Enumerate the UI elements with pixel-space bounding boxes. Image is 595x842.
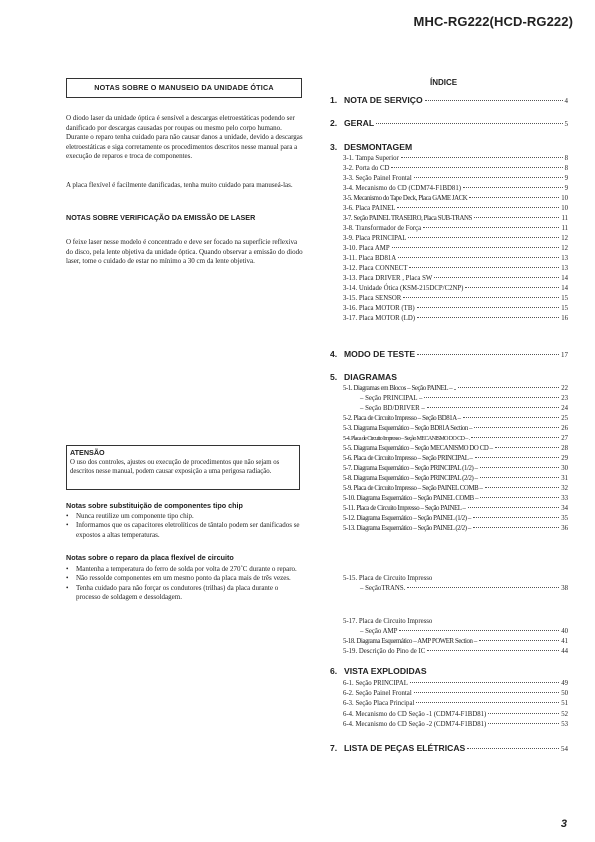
page-number: 11 [561,225,568,232]
toc-entry[interactable] [343,314,568,323]
toc-section[interactable] [330,95,568,105]
page-number: 32 [561,485,568,492]
page-number: 11 [561,215,568,222]
toc-entry[interactable] [343,234,568,243]
toc-entry[interactable] [360,584,568,593]
toc-entry[interactable] [343,464,568,473]
page-number: 53 [561,721,568,728]
optical-handling-paragraph: O diodo laser da unidade óptica é sensível a descargas eletroestáticas podendo ser danificado por descargas causadas por roupas ou mesmo pelo corpo humano. Durante o reparo tenha cuidado para não causar danos a unidade, devido a descargas eletroestáticas e siga corretamente os procedimentos descritos nesse manual para a execução de reparos e troca de componentes. [66,114,303,161]
page-number: 22 [561,385,568,392]
entry-label: – SeçãoTRANS. [360,585,406,592]
entry-label: – Seção BD/DRIVER – [360,405,425,412]
page-number: 16 [561,315,568,322]
laser-emission-heading: NOTAS SOBRE VERIFICAÇÃO DA EMISSÃO DE LASER [66,213,256,222]
list-item: • Não ressolde componentes em um mesmo ponto da placa mais de três vezes. [66,574,304,583]
entry-label: 5-10. Diagrama Esquemático – Seção PAINEL COMB – [343,495,479,502]
page-number: 9 [564,175,568,182]
toc-entry[interactable] [343,264,568,273]
entry-label: 5-9. Placa de Circuito Impresso – Seção PAINEL COMB – [343,485,483,492]
entry-label: 6-1. Seção PRINCIPAL [343,680,408,687]
page-number: 12 [561,235,568,242]
toc-entry[interactable] [343,689,568,698]
toc-entry[interactable] [343,720,568,729]
toc-entry[interactable] [343,424,568,433]
toc-entry[interactable] [343,514,568,523]
page-number: 13 [561,265,568,272]
page-number: 26 [561,425,568,432]
section-number: 6. [330,666,338,676]
page-number: 50 [561,690,568,697]
toc-section[interactable] [330,118,568,128]
entry-label: 6-4. Mecanismo do CD Seção -2 (CDM74-F1BD81) [343,721,487,728]
toc-entry[interactable] [343,454,568,463]
toc-section[interactable] [330,349,568,359]
list-item: • Nunca reutilize um componente tipo chip. [66,512,304,521]
toc-entry[interactable] [360,627,568,636]
entry-label: 5-7. Diagrama Esquemático – Seção PRINCIPAL (1/2) – [343,465,478,472]
entry-label: 3-10. Placa AMP [343,245,390,252]
toc-entry[interactable] [343,154,568,163]
list-item: • Tenha cuidado para não forçar os condutores (trilhas) da placa durante o processo de soldagem e dessoldagem. [66,584,304,603]
entry-label: 3-9. Placa PRINCIPAL [343,235,407,242]
section-number: 7. [330,743,338,753]
entry-label: 5-2. Placa de Circuito Impresso – Seção BD81A – [343,415,461,422]
entry-label: 6-3. Seção Placa Principal [343,700,415,707]
toc-section[interactable] [330,743,568,753]
entry-label: 5-13. Diagrama Esquemático – Seção PAINEL (2/2) – [343,525,471,532]
page-number: 12 [561,245,568,252]
entry-label: 5-11. Placa de Circuito Impresso – Seção PAINEL – [343,505,466,512]
toc-entry[interactable] [343,637,568,646]
document-header: MHC-RG222(HCD-RG222) [413,14,573,29]
section-label: DESMONTAGEM [344,142,413,152]
page-number: 8 [564,165,568,172]
toc-section[interactable] [330,666,568,676]
toc-entry[interactable] [343,244,568,253]
toc-entry[interactable] [343,524,568,533]
section-label: LISTA DE PEÇAS ELÉTRICAS [344,743,466,753]
toc-entry[interactable] [343,617,568,626]
chip-replacement-heading: Notas sobre substituição de componentes tipo chip [66,501,243,510]
toc-section[interactable] [330,372,568,382]
entry-label: 5-1. Diagramas em Blocos – Seção PAINEL – .. [343,385,457,392]
page-number: 44 [561,648,568,655]
list-item: • Mantenha a temperatura do ferro de solda por volta de 270˚C durante o reparo. [66,565,304,574]
page-number-footer: 3 [560,818,567,830]
list-item: • Informamos que os capacitores eletrolíticos de tântalo podem ser danificados se expostos a altas temperaturas. [66,521,304,540]
optical-handling-title-box: NOTAS SOBRE O MANUSEIO DA UNIDADE ÓTICA [66,78,302,98]
page-number: 38 [561,585,568,592]
entry-label: 5-4. Placa de Circuito Impresso – Seção MECANISMO DO CD – . [343,436,470,442]
page-number: 8 [564,155,568,162]
entry-label: 3-17. Placa MOTOR (LD) [343,315,415,322]
toc-entry[interactable] [343,504,568,513]
entry-label: 3-6. Placa PAINEL [343,205,396,212]
entry-label: 5-5. Diagrama Esquemático – Seção MECANISMO DO CD – [343,445,493,452]
page-number: 30 [561,465,568,472]
section-number: 1. [330,95,338,105]
entry-label: 6-4. Mecanismo do CD Seção -1 (CDM74-F1BD81) [343,711,487,718]
warning-title: ATENSÃO [70,448,105,457]
page-number: 14 [561,285,568,292]
toc-entry[interactable] [343,434,568,444]
toc-entry[interactable] [343,284,568,293]
entry-label: 3-13. Placa DRIVER , Placa SW [343,275,433,282]
toc-entry[interactable] [343,444,568,453]
entry-label: 3-16. Placa MOTOR (TB) [343,305,415,312]
toc-entry[interactable] [343,384,568,393]
toc-entry[interactable] [343,679,568,688]
section-label: MODO DE TESTE [344,349,416,359]
toc-entry[interactable] [343,574,568,583]
entry-label: 3-3. Seção Painel Frontal [343,175,412,182]
warning-box [66,445,300,490]
page-number: 24 [561,405,568,412]
toc-entry[interactable] [343,204,568,213]
entry-label: 5-6. Placa de Circuito Impresso – Seção PRINCIPAL – [343,455,473,462]
entry-label: 3-1. Tampa Superior [343,155,399,162]
page-number: 31 [561,475,568,482]
entry-label: 3-12. Placa CONNECT [343,265,408,272]
entry-label: 3-8. Transformador de Força [343,225,422,232]
toc-entry[interactable] [343,474,568,483]
flex-repair-heading: Notas sobre o reparo da placa flexível de circuito [66,553,234,562]
index-title: ÍNDICE [430,78,458,87]
laser-emission-paragraph: O feixe laser nesse modelo é concentrado e deve ser focado na superfície reflexiva do disco, pela lente objetiva da unidade óptica. Quando observar a emissão do diodo laser, tome o cuidado de estar no mínimo a 30 cm da lente objetiva. [66,238,303,266]
toc-entry[interactable] [343,647,568,656]
entry-label: 5-15. Placa de Circuito Impresso [343,575,433,582]
toc-entry[interactable] [343,214,568,223]
page-number: 15 [561,305,568,312]
toc-entry[interactable] [343,164,568,173]
page-number: 49 [561,680,568,687]
page-number: 4 [564,97,568,105]
section-label: DIAGRAMAS [344,372,397,382]
section-number: 2. [330,118,338,128]
page-number: 35 [561,515,568,522]
toc-entry[interactable] [343,484,568,493]
page-number: 5 [564,120,568,128]
section-number: 4. [330,349,338,359]
toc-entry[interactable] [343,494,568,503]
toc-entry[interactable] [343,224,568,233]
page-number: 15 [561,295,568,302]
toc-entry[interactable] [343,174,568,183]
toc-entry[interactable] [343,194,568,203]
entry-label: 5-19. Descrição do Pino de IC [343,648,426,655]
flex-board-note: A placa flexível é facilmente danificadas, tenha muito cuidado para manuseá-las. [66,181,293,189]
page-number: 10 [561,195,568,202]
section-number: 5. [330,372,338,382]
page-number: 33 [561,495,568,502]
toc-entry[interactable] [360,404,568,413]
warning-text: O uso dos controles, ajustes ou execução de procedimentos que não sejam os descritos nesse manual, podem causar exposição a uma perigosa radiação. [70,458,280,475]
section-label: NOTA DE SERVIÇO [344,95,423,105]
chip-replacement-list [66,512,304,540]
page-number: 13 [561,255,568,262]
toc-entry[interactable] [343,710,568,719]
section-label: VISTA EXPLODIDAS [344,666,427,676]
page-number: 52 [561,711,568,718]
toc-entry[interactable] [343,274,568,283]
entry-label: 3-14. Unidade Ótica (KSM-215DCP/C2NP) [343,285,464,292]
section-label: GERAL [344,118,375,128]
entry-label: 3-4. Mecanismo do CD (CDM74-F1BD81) [343,185,461,192]
page-number: 17 [561,351,568,359]
entry-label: 6-2. Seção Painel Frontal [343,690,412,697]
entry-label: – Seção AMP [360,628,398,635]
entry-label: 5-17. Placa de Circuito Impresso [343,618,433,625]
page-number: 41 [561,638,568,645]
toc-entry[interactable] [343,304,568,313]
entry-label: 5-18. Diagrama Esquemático – AMP POWER Section – [343,638,477,645]
page-number: 23 [561,395,568,402]
entry-label: 3-11. Placa BD81A [343,255,397,262]
page-number: 25 [561,415,568,422]
flex-repair-list [66,565,304,603]
entry-label: – Seção PRINCIPAL – [360,395,423,402]
page-number: 40 [561,628,568,635]
toc-entry[interactable] [343,414,568,423]
entry-label: 5-12. Diagrama Esquemático – Seção PAINEL (1/2) – [343,515,471,522]
entry-label: 5-3. Diagrama Esquemático – Seção BD81A Section – [343,425,473,432]
page-number: 14 [561,275,568,282]
entry-label: 3-15. Placa SENSOR [343,295,402,302]
toc-entry[interactable] [343,699,568,708]
toc-entry[interactable] [343,184,568,193]
page-number: 27 [561,435,568,442]
page-number: 29 [561,455,568,462]
toc-entry[interactable] [343,294,568,303]
toc-entry[interactable] [343,254,568,263]
page-number: 9 [564,185,568,192]
page-number: 36 [561,525,568,532]
entry-label: 5-8. Diagrama Esquemático – Seção PRINCIPAL (2/2) – [343,475,478,482]
section-number: 3. [330,142,338,152]
entry-label: 3-2. Porta do CD [343,165,390,172]
toc-entry[interactable] [360,394,568,403]
page-number: 34 [561,505,568,512]
entry-label: 3-5. Mecanismo do Tape Deck, Placa GAME JACK [343,195,468,202]
page-number: 54 [561,745,568,753]
page-number: 51 [561,700,568,707]
entry-label: 3-7. Seção PAINEL TRASEIRO, Placa SUB-TRANS [343,215,472,222]
page-number: 28 [561,445,568,452]
page-number: 10 [561,205,568,212]
toc-section[interactable] [330,142,568,152]
